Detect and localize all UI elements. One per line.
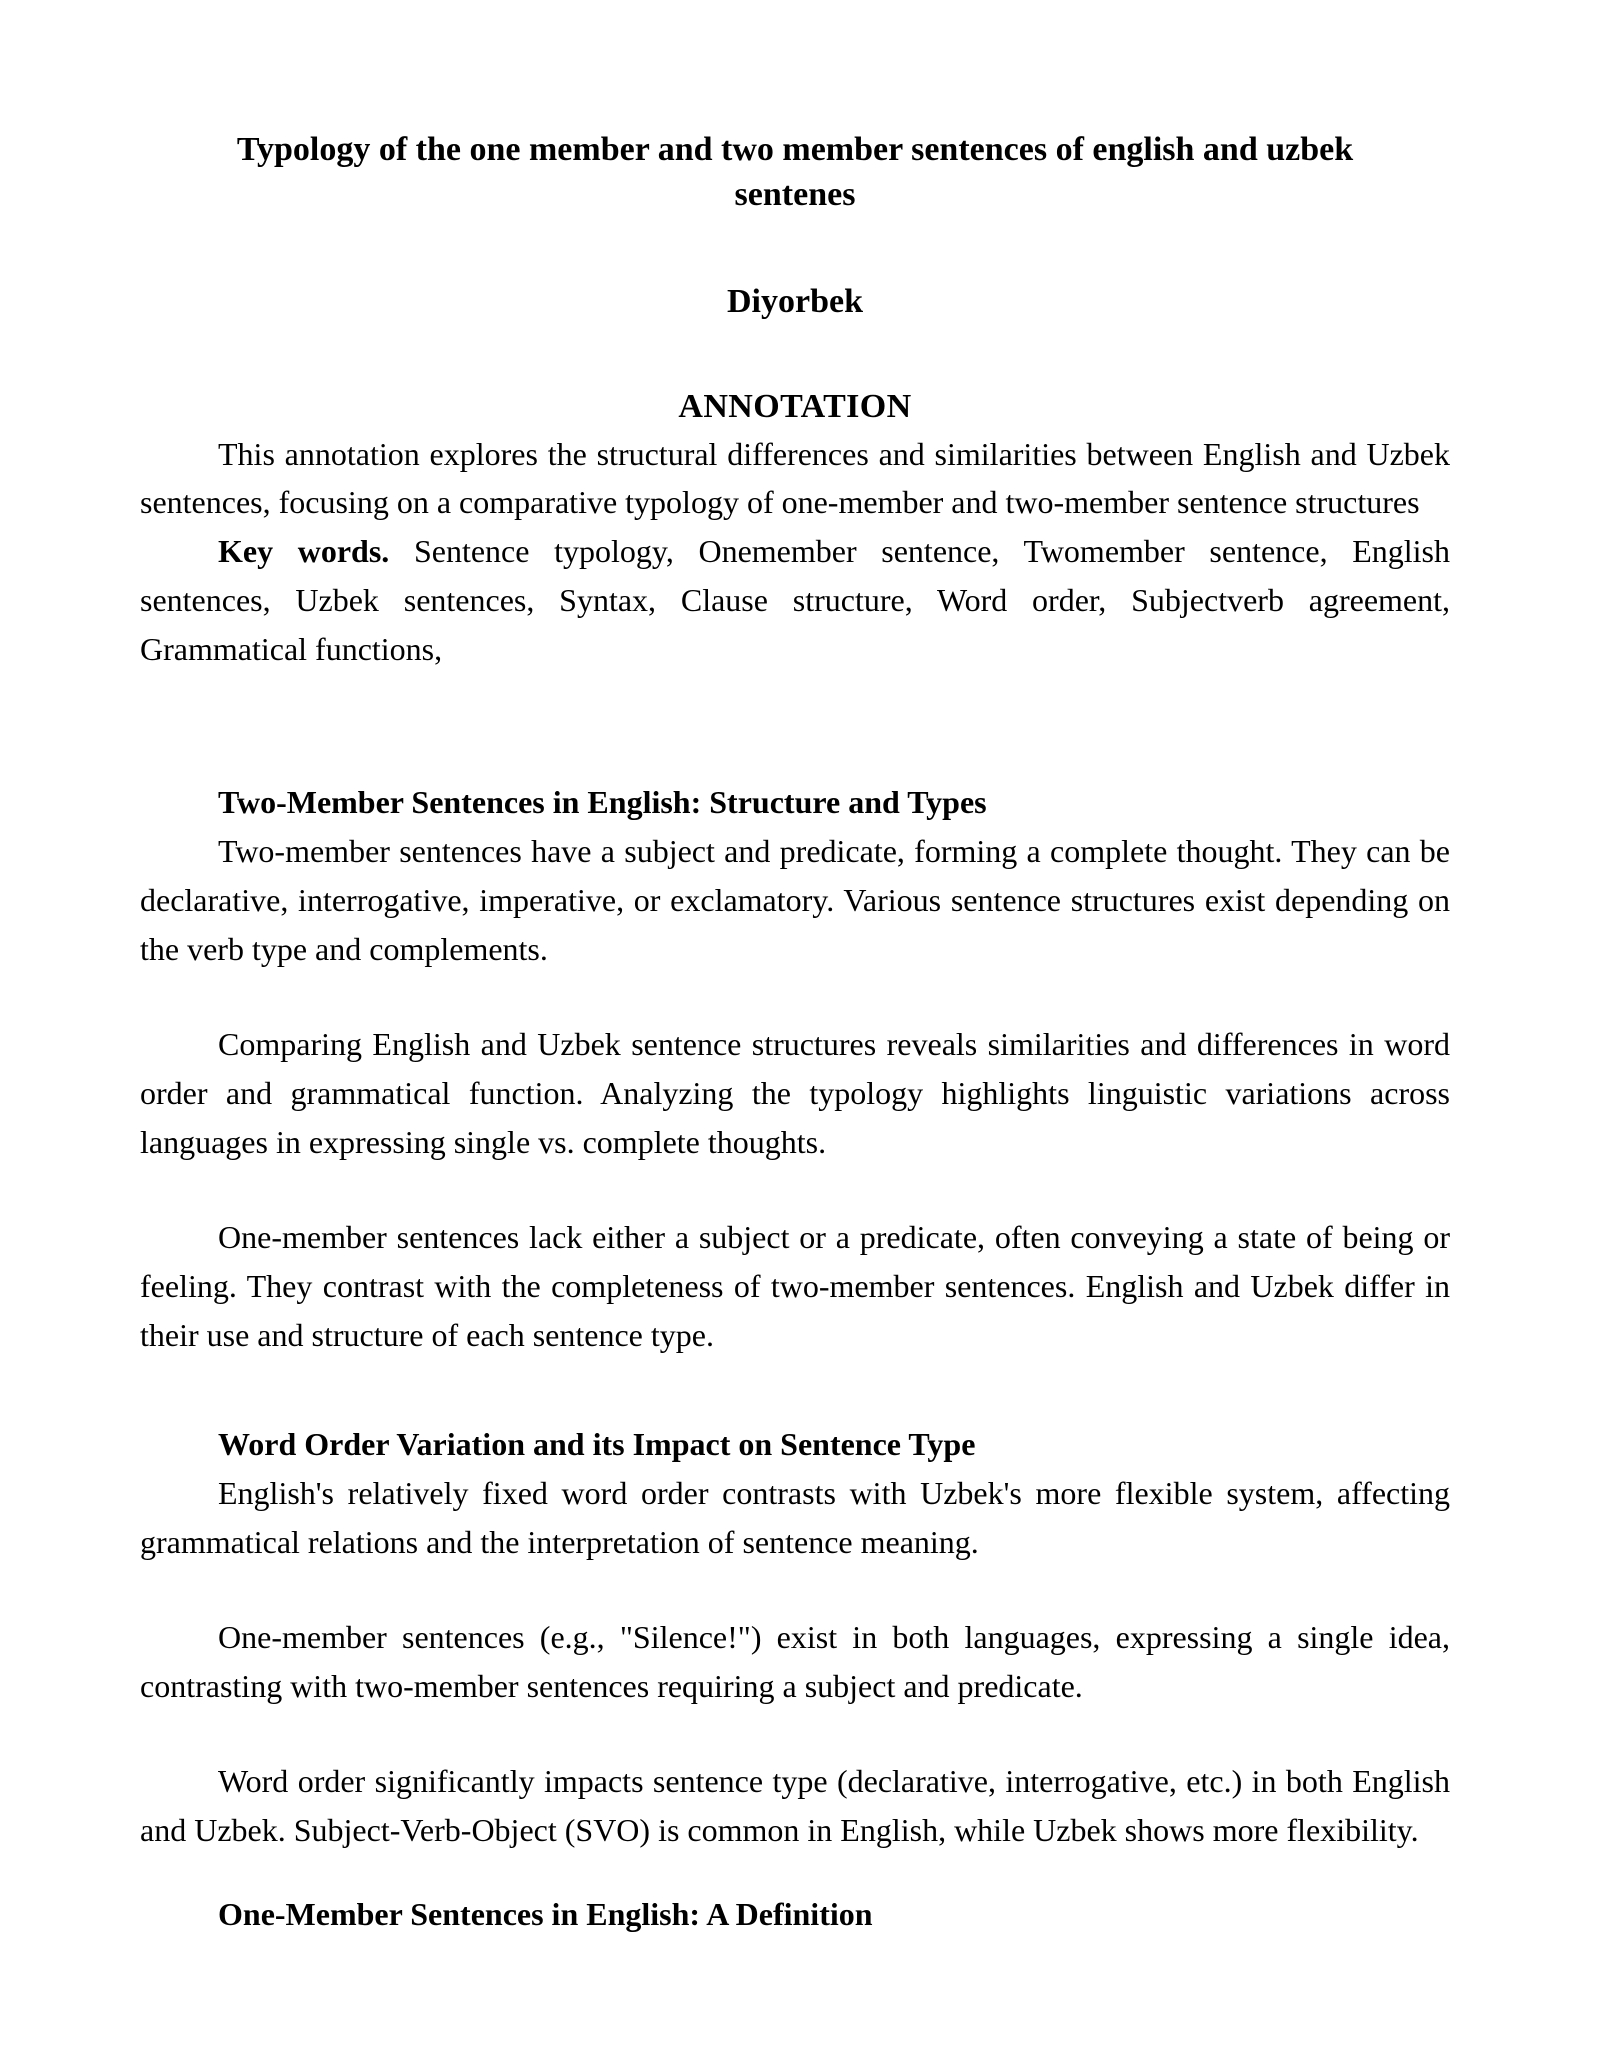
section-heading-two-member: Two-Member Sentences in English: Structure and Types xyxy=(218,784,987,821)
keywords-label: Key words. xyxy=(218,533,390,570)
annotation-heading: ANNOTATION xyxy=(678,387,912,425)
section-heading-word-order: Word Order Variation and its Impact on Sentence Type xyxy=(218,1425,976,1462)
section-1-paragraph-0: English's relatively fixed word order contrasts with Uzbek's more flexible system, affecting grammatical relations and the interpretation of sentence meaning. xyxy=(140,1474,1450,1560)
section-1-paragraph-1: One-member sentences (e.g., "Silence!") exist in both languages, expressing a single idea, contrasting with two-member sentences requiring a subject and predicate. xyxy=(140,1618,1450,1704)
page-content xyxy=(140,128,1450,1939)
keywords-paragraph xyxy=(140,527,1450,674)
section-1-paragraph-2: Word order significantly impacts sentence type (declarative, interrogative, etc.) in both English and Uzbek. Subject-Verb-Object (SVO) is common in English, while Uzbek shows more flexibility. xyxy=(140,1762,1450,1848)
keywords-list: Sentence typology, Onemember sentence, Twomember sentence, English sentences, Uzbek sentences, Syntax, Clause structure, Word order, Subjectverb agreement, Grammatical functions, xyxy=(140,533,1451,668)
section-spacer xyxy=(140,1854,1450,1890)
section-heading-one-member: One-Member Sentences in English: A Definition xyxy=(218,1896,873,1933)
section-0-paragraph-0: Two-member sentences have a subject and predicate, forming a complete thought. They can be declarative, interrogative, imperative, or exclamatory. Various sentence structures exist depending on the verb type and complements. xyxy=(140,833,1450,968)
section-spacer xyxy=(140,1360,1450,1420)
author-name: Diyorbek xyxy=(727,282,863,320)
section-0-paragraph-2: One-member sentences lack either a subject or a predicate, often conveying a state of being or feeling. They contrast with the completeness of two-member sentences. English and Uzbek differ in their use and structure of each sentence type. xyxy=(140,1218,1450,1353)
annotation-paragraph: This annotation explores the structural differences and similarities between English and Uzbek sentences, focusing on a comparative typology of one-member and two-member sentence structures xyxy=(140,435,1450,521)
section-spacer xyxy=(140,674,1450,778)
section-0-paragraph-1: Comparing English and Uzbek sentence structures reveals similarities and differences in word order and grammatical function. Analyzing the typology highlights linguistic variations across languages in expressing single vs. complete thoughts. xyxy=(140,1026,1450,1160)
page-title: Typology of the one member and two member sentences of english and uzbek sentenes xyxy=(236,131,1354,213)
